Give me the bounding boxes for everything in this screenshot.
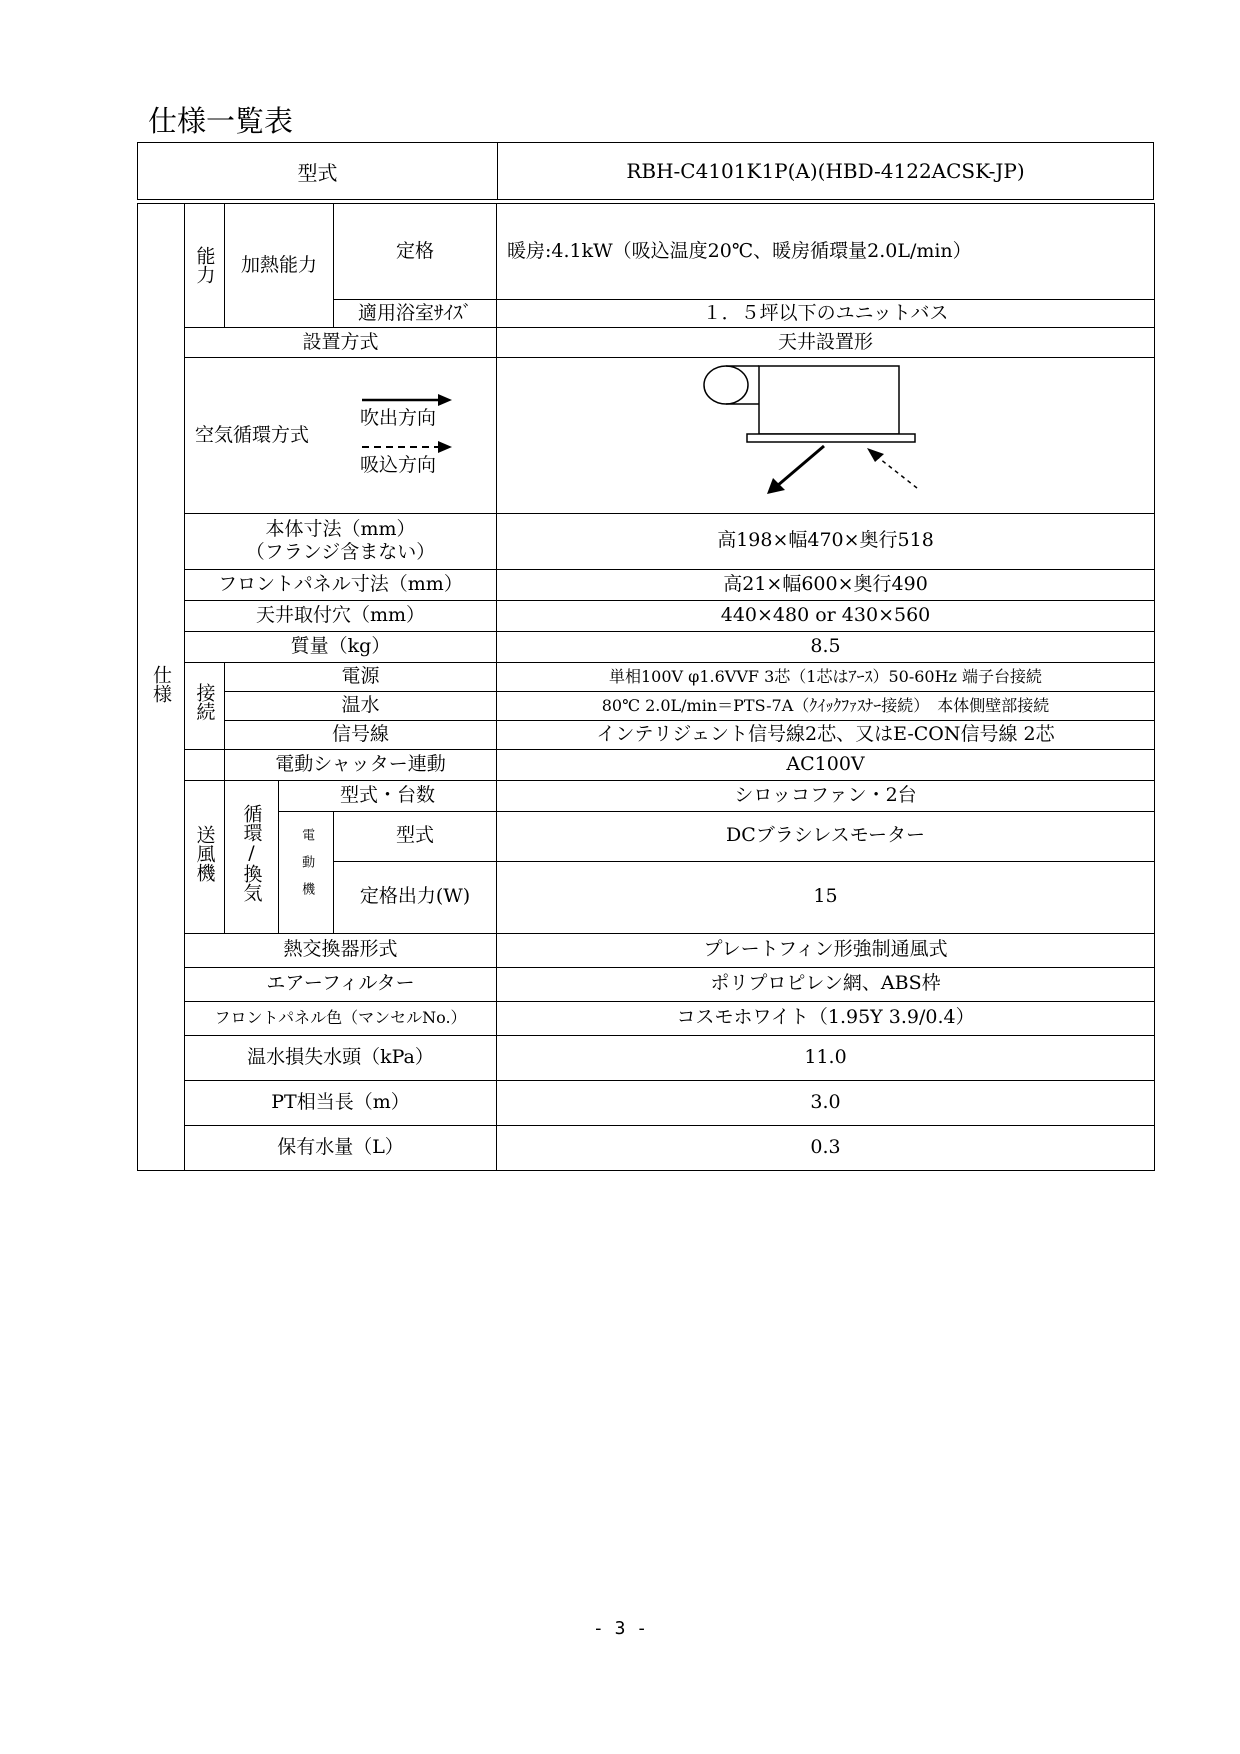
model-label: 型式 bbox=[138, 143, 498, 199]
body-dims-value: 高198×幅470×奥行518 bbox=[497, 513, 1155, 569]
body-dims-label bbox=[185, 513, 497, 569]
head-loss-value: 11.0 bbox=[497, 1035, 1155, 1080]
body-dims-note: （フランジ含まない） bbox=[245, 541, 436, 564]
install-method-value: 天井設置形 bbox=[497, 328, 1155, 358]
air-circulation-cell bbox=[185, 358, 497, 514]
front-panel-dims-label: フロントパネル寸法（mm） bbox=[185, 569, 497, 600]
ceiling-hole-value: 440×480 or 430×560 bbox=[497, 600, 1155, 631]
motor-type-label: 型式 bbox=[334, 811, 497, 861]
heating-capacity-label: 加熱能力 bbox=[225, 204, 334, 328]
power-value: 単相100V φ1.6VVF 3芯（1芯はｱｰｽ）50-60Hz 端子台接続 bbox=[497, 662, 1155, 691]
motor-group-label: 電動機 bbox=[299, 828, 315, 910]
pt-length-value: 3.0 bbox=[497, 1080, 1155, 1125]
heat-exchanger-value: プレートフィン形強制通風式 bbox=[497, 933, 1155, 967]
front-panel-icon bbox=[747, 434, 915, 442]
shutter-blank-cell bbox=[185, 749, 225, 780]
air-flow-diagram-cell bbox=[497, 358, 1155, 514]
solid-arrow-icon bbox=[360, 393, 452, 407]
hot-water-value: 80℃ 2.0L/min＝PTS-7A（ｸｲｯｸﾌｧｽﾅｰ接続） 本体側壁部接続 bbox=[497, 691, 1155, 720]
rated-output-label: 定格出力(W) bbox=[334, 861, 497, 933]
air-flow-diagram bbox=[497, 358, 1155, 506]
ceiling-hole-label: 天井取付穴（mm） bbox=[185, 600, 497, 631]
capacity-group-cell bbox=[185, 204, 225, 328]
mass-label: 質量（kg） bbox=[185, 631, 497, 662]
inlet-direction-label: 吸込方向 bbox=[360, 454, 437, 477]
page-number: - 3 - bbox=[592, 1618, 648, 1639]
bathroom-size-value: １．５坪以下のユニットバス bbox=[497, 300, 1155, 328]
model-header-table bbox=[137, 142, 1154, 200]
circulation-group-label: 循環/換気 bbox=[240, 804, 263, 903]
rated-value: 暖房:4.1kW（吸込温度20℃、暖房循環量2.0L/min） bbox=[497, 204, 1155, 300]
power-label: 電源 bbox=[225, 662, 497, 691]
shutter-value: AC100V bbox=[497, 749, 1155, 780]
bathroom-size-label: 適用浴室ｻｲｽﾞ bbox=[334, 300, 497, 328]
rated-label: 定格 bbox=[334, 204, 497, 300]
type-count-label: 型式・台数 bbox=[279, 780, 497, 811]
head-loss-label: 温水損失水頭（kPa） bbox=[185, 1035, 497, 1080]
panel-color-label: フロントパネル色（マンセルNo.） bbox=[185, 1001, 497, 1035]
dashed-arrow-icon bbox=[360, 440, 452, 454]
air-filter-label: エアーフィルター bbox=[185, 967, 497, 1001]
type-count-value: シロッコファン・2台 bbox=[497, 780, 1155, 811]
front-panel-dims-value: 高21×幅600×奥行490 bbox=[497, 569, 1155, 600]
model-value: RBH-C4101K1P(A)(HBD-4122ACSK-JP) bbox=[626, 159, 1025, 183]
signal-line-label: 信号線 bbox=[225, 720, 497, 749]
water-volume-label: 保有水量（L） bbox=[185, 1125, 497, 1170]
heat-exchanger-label: 熱交換器形式 bbox=[185, 933, 497, 967]
install-method-label: 設置方式 bbox=[185, 328, 497, 358]
spec-table bbox=[137, 203, 1155, 1171]
mass-value: 8.5 bbox=[497, 631, 1155, 662]
blower-group-cell bbox=[185, 780, 225, 933]
rated-output-value: 15 bbox=[497, 861, 1155, 933]
body-dims-title: 本体寸法（mm） bbox=[265, 517, 416, 540]
unit-body-icon bbox=[759, 366, 899, 434]
circulation-group-cell bbox=[225, 780, 279, 933]
connection-group-cell bbox=[185, 662, 225, 749]
shutter-label: 電動シャッター連動 bbox=[225, 749, 497, 780]
signal-line-value: インテリジェント信号線2芯、又はE-CON信号線 2芯 bbox=[497, 720, 1155, 749]
motor-group-cell bbox=[279, 811, 334, 933]
duct-circle-icon bbox=[704, 366, 748, 404]
blower-group-label: 送風機 bbox=[193, 824, 216, 882]
water-volume-value: 0.3 bbox=[497, 1125, 1155, 1170]
air-filter-value: ポリプロピレン網、ABS枠 bbox=[497, 967, 1155, 1001]
spec-group-label: 仕様 bbox=[150, 664, 172, 703]
motor-type-value: DCブラシレスモーター bbox=[497, 811, 1155, 861]
page-title: 仕様一覧表 bbox=[148, 104, 294, 138]
connection-group-label: 接続 bbox=[193, 683, 216, 722]
air-circulation-label: 空気循環方式 bbox=[195, 423, 310, 446]
spec-group-cell bbox=[138, 204, 185, 1171]
pt-length-label: PT相当長（m） bbox=[185, 1080, 497, 1125]
hot-water-label: 温水 bbox=[225, 691, 497, 720]
capacity-group-label: 能力 bbox=[193, 246, 216, 284]
panel-color-value: コスモホワイト（1.95Y 3.9/0.4） bbox=[497, 1001, 1155, 1035]
outlet-direction-label: 吹出方向 bbox=[360, 406, 437, 429]
inlet-arrow-icon bbox=[867, 448, 884, 462]
